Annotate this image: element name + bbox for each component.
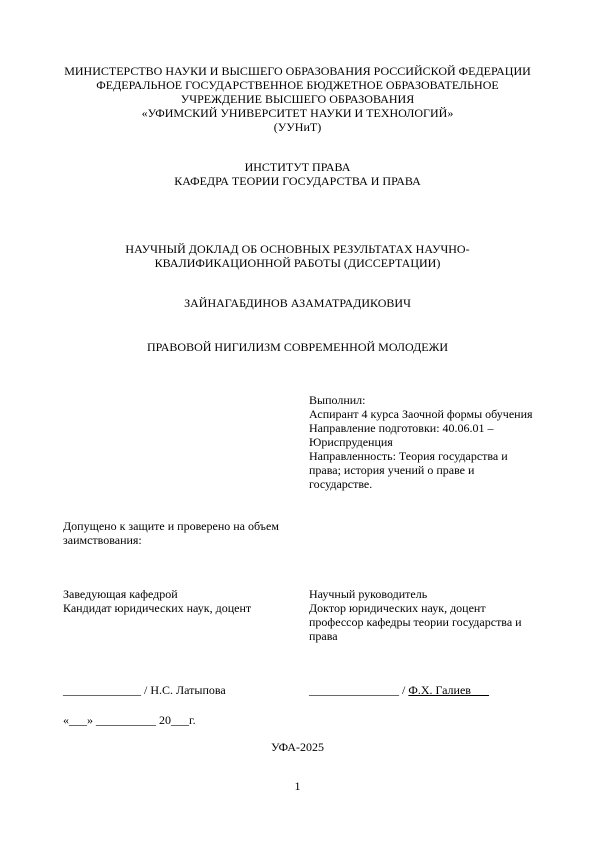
university-name: «УФИМСКИЙ УНИВЕРСИТЕТ НАУКИ И ТЕХНОЛОГИЙ» [141,106,454,120]
head-signature-line: _____________ / Н.С. Латыпова [63,683,226,697]
study-direction-cont: Юриспруденция [309,435,393,449]
specialization: Направленность: Теория государства и [309,449,508,463]
date-line: «___» __________ 20___г. [63,713,196,727]
performer-status: Аспирант 4 курса Заочной формы обучения [309,407,533,421]
supervisor-position: профессор кафедры теории государства и [309,615,522,629]
supervisor-signature-blank: _______________ / [309,683,409,697]
study-direction: Направление подготовки: 40.06.01 – [309,421,494,435]
supervisor-position-cont: права [309,629,338,643]
supervisor-degree: Доктор юридических наук, доцент [309,601,486,615]
university-abbreviation: (УУНиТ) [273,120,322,134]
specialization-cont-2: государстве. [309,477,373,491]
department-name: КАФЕДРА ТЕОРИИ ГОСУДАРСТВА И ПРАВА [174,174,421,188]
institution-type-line-2: УЧРЕЖДЕНИЕ ВЫСШЕГО ОБРАЗОВАНИЯ [180,92,415,106]
institution-type-line: ФЕДЕРАЛЬНОЕ ГОСУДАРСТВЕННОЕ БЮДЖЕТНОЕ ОБРАЗОВАТЕЛЬНОЕ [96,78,499,92]
report-title-line-1: НАУЧНЫЙ ДОКЛАД ОБ ОСНОВНЫХ РЕЗУЛЬТАТАХ НАУЧНО- [125,242,470,256]
page-number: 1 [294,779,301,793]
dissertation-topic: ПРАВОВОЙ НИГИЛИЗМ СОВРЕМЕННОЙ МОЛОДЕЖИ [146,340,449,354]
specialization-cont: права; история учений о праве и [309,463,475,477]
institute-name: ИНСТИТУТ ПРАВА [244,160,351,174]
ministry-line: МИНИСТЕРСТВО НАУКИ И ВЫСШЕГО ОБРАЗОВАНИЯ РОССИЙСКОЙ ФЕДЕРАЦИИ [64,64,531,78]
supervisor-role: Научный руководитель [309,587,428,601]
head-of-department-degree: Кандидат юридических наук, доцент [63,601,252,615]
admission-line-2: заимствования: [63,533,142,547]
report-title-line-2: КВАЛИФИКАЦИОННОЙ РАБОТЫ (ДИССЕРТАЦИИ) [154,256,441,270]
head-of-department-role: Заведующая кафедрой [63,587,178,601]
city-year: УФА-2025 [271,740,324,754]
admission-line-1: Допущено к защите и проверено на объем [63,519,279,533]
supervisor-signature-name: Ф.Х. Галиев___ [408,683,489,697]
performer-label: Выполнил: [309,393,366,407]
author-name: ЗАЙНАГАБДИНОВ АЗАМАТРАДИКОВИЧ [184,296,411,310]
supervisor-signature-line [309,683,489,697]
